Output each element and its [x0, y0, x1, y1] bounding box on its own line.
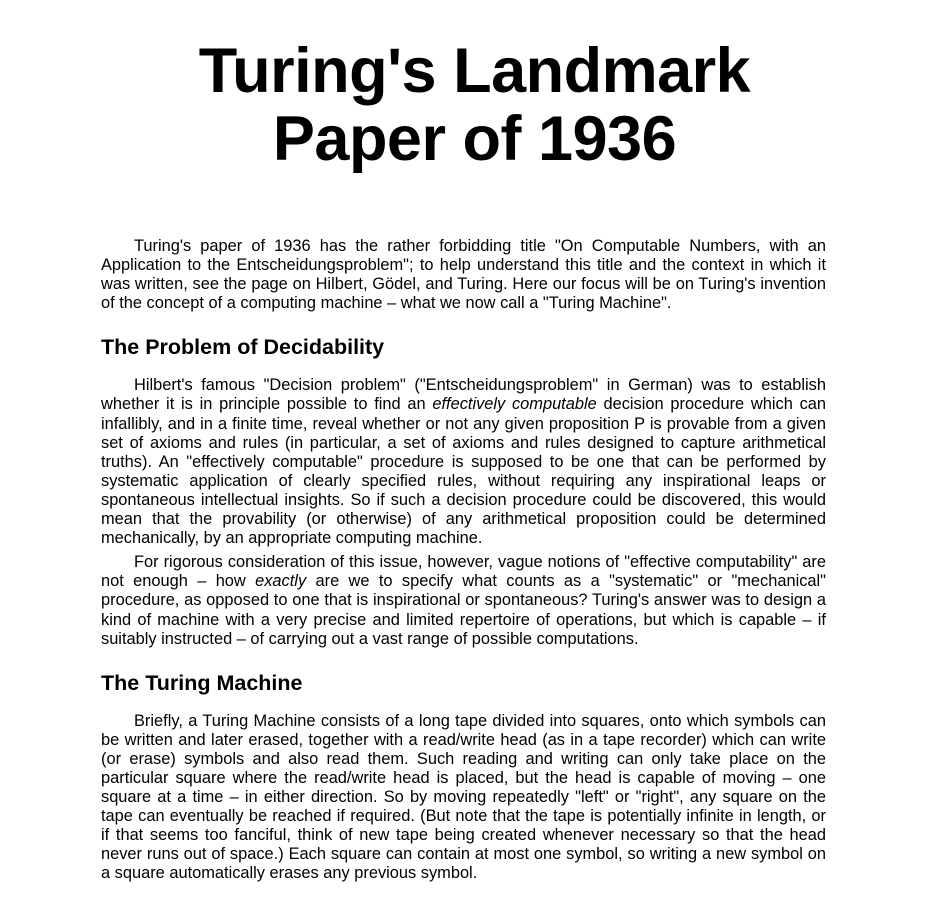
page-title-line-2: Paper of 1936 [272, 104, 677, 174]
decidability-paragraph-2 [101, 553, 826, 648]
section-heading-turing-machine: The Turing Machine [101, 670, 303, 695]
decidability-paragraph-1-end: decision procedure which can infallibly, and in a finite time, reveal whether or not any given proposition P is provable from a given set of axioms and rules (in particular, a set of axioms and rules designed to capture arithmetical truths). An "effectively computable" procedure is supposed to be one that can be performed by systematic application of clearly specified rules, without requiring any inspirational leaps or spontaneous intellectual insights. So if such a decision procedure could be discovered, this would mean that the provability (or otherwise) of any arithmetical proposition could be determined mechanically, by an appropriate computing machine. [101, 395, 827, 548]
decidability-paragraph-1-start: Hilbert's famous "Decision problem" ("Entscheidungsproblem" in German) was to establish whether it is in principle possible to find an [101, 376, 826, 414]
section-heading-decidability: The Problem of Decidability [101, 335, 385, 360]
emphasis-effectively-computable: effectively computable [432, 395, 597, 414]
emphasis-exactly: exactly [255, 572, 307, 591]
article-body [101, 237, 826, 889]
page-title [0, 37, 949, 173]
decidability-paragraph-2-start: For rigorous consideration of this issue, however, vague notions of "effective computability" are not enough – how [101, 553, 826, 591]
intro-paragraph: Turing's paper of 1936 has the rather forbidding title "On Computable Numbers, with an Application to the Entscheidungsproblem"; to help understand this title and the context in which it was written, see the page on Hilbert, Gödel, and Turing. Here our focus will be on Turing's invention of the concept of a computing machine – what we now call a "Turing Machine". [101, 237, 826, 313]
turing-machine-paragraph-1: Briefly, a Turing Machine consists of a long tape divided into squares, onto which symbols can be written and later erased, together with a read/write head (as in a tape recorder) which can write (or erase) symbols and also read them. Such reading and writing can only take place on the particular square where the read/write head is placed, but the head is capable of moving – one square at a time – in either direction. So by moving repeatedly "left" or "right", any square on the tape can eventually be reached if required. (But note that the tape is potentially infinite in length, or if that seems too fanciful, think of new tape being created whenever necessary so that the head never runs out of space.) Each square can contain at most one symbol, so writing a new symbol on a square automatically erases any previous symbol. [101, 711, 826, 883]
page-title-line-1: Turing's Landmark [198, 36, 751, 106]
decidability-paragraph-2-end: are we to specify what counts as a "systematic" or "mechanical" procedure, as opposed to one that is inspirational or spontaneous? Turing's answer was to design a kind of machine with a very precise and limited repertoire of operations, but which is capable – if suitably instructed – of carrying out a vast range of possible computations. [101, 572, 826, 648]
decidability-paragraph-1 [101, 376, 826, 548]
